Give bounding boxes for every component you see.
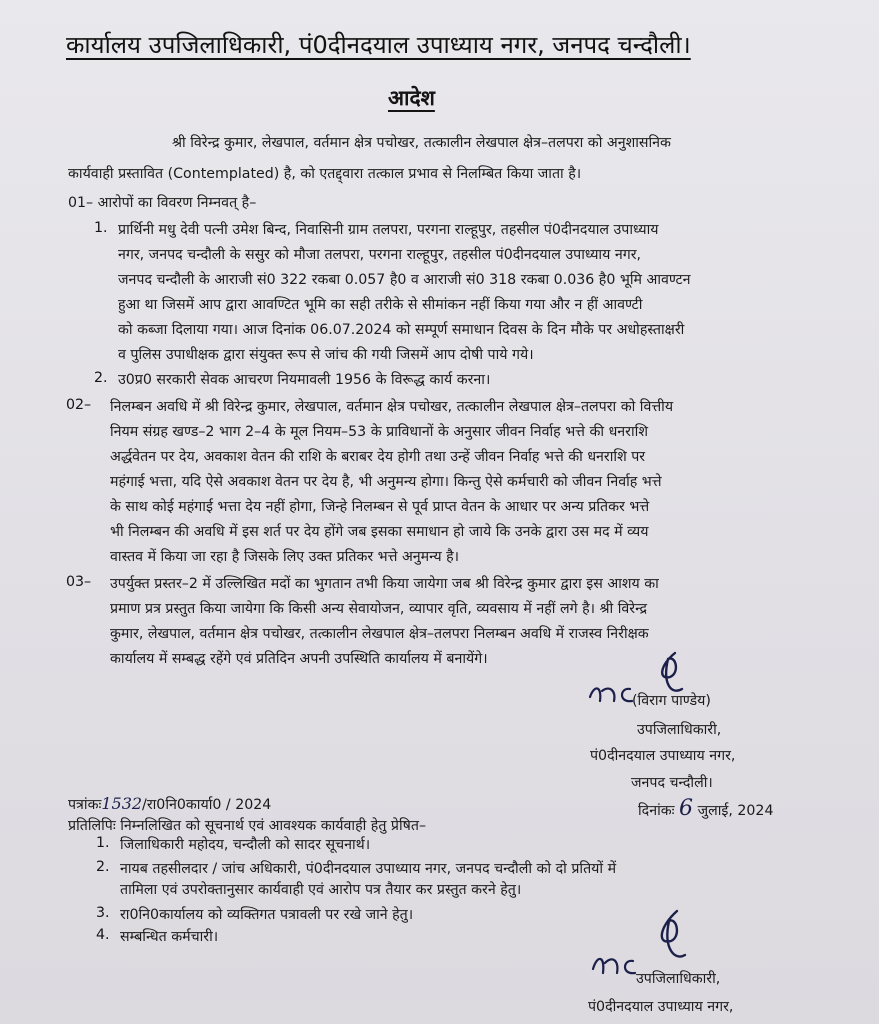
reference-handwritten-number: 1532 [101,794,143,813]
intro-line-1: श्री विरेन्द्र कुमार, लेखपाल, वर्तमान क्षेत्र पचोखर, तत्कालीन लेखपाल क्षेत्र–तलपरा को अनुशासनिक [172,135,671,151]
signatory-place: पं0दीनदयाल उपाध्याय नगर, [590,748,736,764]
signatory-2-designation: उपजिलाधिकारी, [636,971,721,987]
copy-item: सम्बन्धित कर्मचारी। [120,929,219,945]
section-1-item-1-line: व पुलिस उपाधीक्षक द्वारा संयुक्त रूप से जांच की गयी जिसमें आप दोषी पाये गये। [118,347,534,363]
copy-heading: प्रतिलिपिः निम्नलिखित को सूचनार्थ एवं आवश्यक कार्यवाही हेतु प्रेषित– [68,818,427,834]
reference-suffix: /रा0नि0कार्या0 / 2024 [142,797,272,813]
intro-line-2: कार्यवाही प्रस्तावित (Contemplated) है, को एतद्द्वारा तत्काल प्रभाव से निलम्बित किया जाता है। [68,166,582,182]
section-2-line: नियम संग्रह खण्ड–2 भाग 2–4 के मूल नियम–53 के प्राविधानों के अनुसार जीवन निर्वाह भत्ते की धनराशि [110,424,648,440]
section-1-item-1-line: नगर, जनपद चन्दौली के ससुर को मौजा तलपरा, परगना राल्हूपुर, तहसील पं0दीनदयाल उपाध्याय नगर, [118,247,642,263]
copy-item-number: 2. [96,859,110,875]
order-date [638,796,773,821]
section-1-item-2: उ0प्र0 सरकारी सेवक आचरण नियमावली 1956 के विरूद्ध कार्य करना। [118,372,491,388]
section-2-line: वास्तव में किया जा रहा है जिसके लिए उक्त प्रतिकर भत्ते अनुमन्य है। [110,549,460,565]
reference-number [68,794,271,814]
copy-item: जिलाधिकारी महोदय, चन्दौली को सादर सूचनार्थ। [120,837,371,853]
section-1-item-1-line: को कब्जा दिलाया गया। आज दिनांक 06.07.2024 को सम्पूर्ण समाधान दिवस के दिन मौके पर अधोहस्ताक्षरी [118,322,685,338]
signatory-district: जनपद चन्दौली। [631,775,713,791]
section-3-line: उपर्युक्त प्रस्तर–2 में उल्लिखित मदों का भुगतान तभी किया जायेगा जब श्री विरेन्द्र कुमार द्वारा इस आशय का [110,576,659,592]
copy-item: रा0नि0कार्यालय को व्यक्तिगत पत्रावली पर रखे जाने हेतु। [120,907,414,923]
signatory-name: (विराग पाण्डेय) [632,693,711,709]
section-1-item-2-number: 2. [94,370,108,386]
office-title: कार्यालय उपजिलाधिकारी, पं0दीनदयाल उपाध्याय नगर, जनपद चन्दौली। [66,31,691,59]
section-2-line: के साथ कोई महंगाई भत्ता देय नहीं होगा, जिन्हे निलम्बन से पूर्व प्राप्त वेतन के आधार पर अन्य प्रतिकर भत्ते [110,499,650,515]
copy-item-continued: तामिला एवं उपरोक्तानुसार कार्यवाही एवं आरोप पत्र तैयार कर प्रस्तुत करने हेतु। [120,882,522,898]
section-2-line: महंगाई भत्ता, यदि ऐसे अवकाश वेतन पर देय है, भी अनुमन्य होगा। किन्तु ऐसे कर्मचारी को जीवन निर्वाह भत्ते [110,474,662,490]
copy-item-number: 3. [96,905,110,921]
signatory-designation: उपजिलाधिकारी, [637,722,722,738]
date-suffix: जुलाई, 2024 [697,803,774,819]
copy-item: नायब तहसीलदार / जांच अधिकारी, पं0दीनदयाल उपाध्याय नगर, जनपद चन्दौली को दो प्रतियों में [120,861,617,877]
reference-label: पत्रांकः [68,797,102,813]
copy-item-number: 1. [96,835,110,851]
date-handwritten-day: 6 [679,796,694,821]
section-1-heading: 01– आरोपों का विवरण निम्नवत् है– [68,195,257,211]
section-2-line: निलम्बन अवधि में श्री विरेन्द्र कुमार, लेखपाल, वर्तमान क्षेत्र पचोखर, तत्कालीन लेखपाल क्षेत्र–तलपरा को वित्तीय [110,399,674,415]
order-title: आदेश [388,86,435,110]
section-3-line: कार्यालय में सम्बद्ध रहेंगे एवं प्रतिदिन अपनी उपस्थिति कार्यालय में बनायेंगे। [110,651,488,667]
section-3-line: प्रमाण प्रत्र प्रस्तुत किया जायेगा कि किसी अन्य सेवायोजन, व्यापार वृति, व्यवसाय में नहीं लगे है। श्री विरेन्द्र [110,601,648,617]
section-1-item-1-line: हुआ था जिसमें आप द्वारा आवण्टित भूमि का सही तरीके से सीमांकन नहीं किया गया और न हीं आवण्टी [118,297,643,313]
copy-item-number: 4. [96,927,110,943]
section-1-item-1-line: प्रार्थिनी मधु देवी पत्नी उमेश बिन्द, निवासिनी ग्राम तलपरा, परगना राल्हूपुर, तहसील पं0दीनदयाल उपाध्याय [118,222,659,238]
section-1-item-1-number: 1. [94,220,108,236]
section-2-line: अर्द्धवेतन पर देय, अवकाश वेतन की राशि के बराबर देय होगी तथा उन्हें जीवन निर्वाह भत्ते की धनराशि पर [110,449,646,465]
section-3-number: 03– [66,574,92,590]
section-2-number: 02– [66,397,92,413]
section-1-item-1-line: जनपद चन्दौली के आराजी सं0 322 रकबा 0.057 है0 व आराजी सं0 318 रकबा 0.036 है0 भूमि आवण्टन [118,272,691,288]
section-3-line: कुमार, लेखपाल, वर्तमान क्षेत्र पचोखर, तत्कालीन लेखपाल क्षेत्र–तलपरा निलम्बन अवधि में राजस्व निरीक्षक [110,626,649,642]
section-2-line: भी निलम्बन की अवधि में इस शर्त पर देय होंगे जब इसका समाधान हो जाये कि उनके द्वारा उस मद में व्यय [110,524,649,540]
date-label: दिनांकः [638,803,675,819]
signatory-2-place: पं0दीनदयाल उपाध्याय नगर, [588,999,734,1015]
